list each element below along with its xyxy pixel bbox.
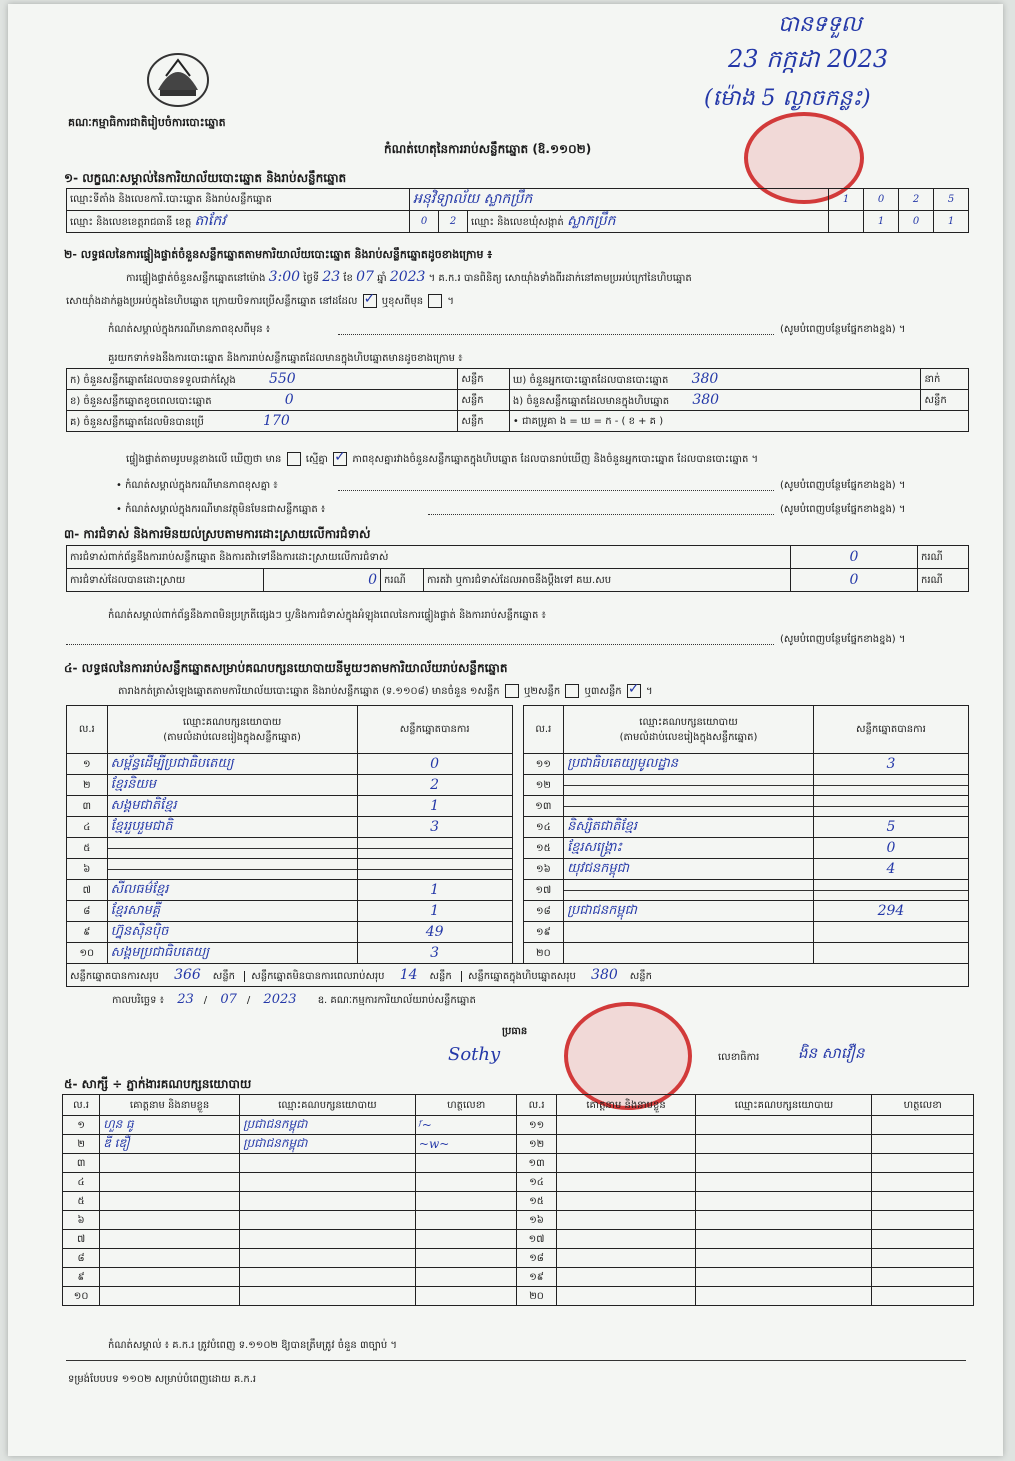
three-sheet-checkbox[interactable]: [627, 684, 641, 698]
row-number: ៧: [67, 880, 108, 901]
witness-party: ប្រជាជនកម្ពុជា: [239, 1116, 415, 1135]
commune-digit: 1: [934, 211, 969, 233]
witness-signature: [415, 1268, 517, 1287]
witness-number: ១៥: [517, 1192, 556, 1211]
witness-number: ២០: [517, 1287, 556, 1306]
diff-yes-checkbox[interactable]: [287, 452, 301, 466]
gap-cell: [512, 775, 523, 796]
received-count: 550: [268, 370, 296, 387]
location-label: ឈ្មោះទីតាំង និងលេខការិ.បោះឆ្នោត និងរាប់សន្លឹកឆ្នោត: [67, 189, 410, 211]
witness-party: [696, 1135, 872, 1154]
witness-row: [63, 1249, 974, 1268]
witness-name: [556, 1230, 696, 1249]
witness-name: ឌី ឌឿ: [100, 1135, 240, 1154]
witness-party: [696, 1173, 872, 1192]
row-number: ២: [67, 775, 108, 796]
witness-name: [100, 1230, 240, 1249]
witness-name: [556, 1116, 696, 1135]
gap-cell: [512, 880, 523, 901]
appeals-count: 0: [791, 569, 918, 592]
secretary-label: លេខាធិការ: [718, 1052, 760, 1063]
commune-digit: 0: [899, 211, 934, 233]
witness-name: [556, 1211, 696, 1230]
gap-cell: [512, 859, 523, 880]
witness-number: ១១: [517, 1116, 556, 1135]
table-row: [67, 754, 969, 775]
party-votes: [813, 922, 968, 943]
party-votes: [357, 838, 512, 859]
witness-signature: [872, 1287, 974, 1306]
province-row: [67, 211, 410, 233]
party-votes: 1: [357, 901, 512, 922]
row-number: ១៨: [523, 901, 564, 922]
witness-number: ១៦: [517, 1211, 556, 1230]
party-votes: 3: [813, 754, 968, 775]
party-votes: 1: [357, 880, 512, 901]
gap-cell: [512, 901, 523, 922]
witness-party: [239, 1249, 415, 1268]
changed-checkbox[interactable]: [428, 294, 442, 308]
office-digit: 1: [829, 189, 864, 211]
witness-table: ល.រ គោត្តនាម និងនាមខ្លួន ឈ្មោះគណបក្សនយោបាយ ហត្ថលេខា ល.រ គោត្តនាម និងនាមខ្លួន ឈ្មោះគណបក្សនយោបាយ ហត្ថលេខា ១ ហួន ធូ ប្រជាជនកម្ពុជា ᶠ~ ១១ ២ ឌី ឌឿ ប្រជាជនកម្ពុជា ~w~ ១២ ៣ ១៣ ៤ ១៤ ៥ ១៥ ៦ ១៦ ៧ ១៧ ៨ ១៨ ៩ ១៩ ១០ ២០: [62, 1094, 974, 1306]
party-name: ប្រជាជនកម្ពុជា: [564, 901, 814, 922]
note-diff: • កំណត់សម្គាល់ក្នុងករណីមានភាពខុសគ្នា ៖: [116, 480, 278, 491]
location-value: អនុវិទ្យាល័យ ស្លាកប្រឹក: [410, 189, 829, 211]
verify-line1: ការផ្ទៀងផ្ទាត់ចំនួនសន្លឹកឆ្នោតនៅម៉ោង 3:00 ថ្ងៃទី 23 ខែ 07 ឆ្នាំ 2023 ។ គ.ក.រ បានពិនិត្យ សោយ៉ាំងទាំងពីរដាក់នៅតាមប្រអប់ក្រៅនៃហិបឆ្នោត: [126, 269, 692, 285]
party-name: យុវជនកម្ពុជា: [564, 859, 814, 880]
witness-name: [556, 1268, 696, 1287]
party-votes: 0: [813, 838, 968, 859]
table-row: [67, 943, 969, 964]
row-number: ៣: [67, 796, 108, 817]
form-page: [8, 4, 1003, 1456]
table-row: [67, 880, 969, 901]
form-title: កំណត់ហេតុនៃការរាប់សន្លឹកឆ្នោត (ឱ.១១០២): [384, 142, 592, 156]
witness-name: [556, 1154, 696, 1173]
witness-party: [696, 1230, 872, 1249]
committee-name: គណៈកម្មាធិការជាតិរៀបចំការបោះឆ្នោត: [68, 116, 226, 129]
witness-row: [63, 1173, 974, 1192]
witness-number: ៨: [63, 1249, 100, 1268]
row-number: ៦: [67, 859, 108, 880]
office-digit: 2: [899, 189, 934, 211]
row-number: ៩: [67, 922, 108, 943]
witness-party: [239, 1192, 415, 1211]
witness-signature: [872, 1230, 974, 1249]
party-votes: [813, 880, 968, 901]
row-number: ១៧: [523, 880, 564, 901]
count-row: ក) ចំនួនសន្លឹកឆ្នោតដែលបានទទួលជាក់ស្តែង 550 សន្លឹក ឃ) ចំនួនអ្នកបោះឆ្នោតដែលបានបោះឆ្នោត 380 នាក់: [67, 369, 969, 390]
witness-number: ១៧: [517, 1230, 556, 1249]
witness-row: [63, 1287, 974, 1306]
witness-signature: [415, 1249, 517, 1268]
witness-signature: [415, 1154, 517, 1173]
witness-signature: [872, 1135, 974, 1154]
gap-cell: [512, 838, 523, 859]
office-digit: 5: [934, 189, 969, 211]
received-date: 23 កក្កដា 2023: [728, 45, 889, 73]
unused-count: 170: [263, 412, 290, 429]
witness-party: [239, 1211, 415, 1230]
witness-party: [239, 1287, 415, 1306]
totals-row: សន្លឹកឆ្នោតបានការសរុប 366 សន្លឹក សន្លឹកឆ្នោតមិនបានការពេលរាប់សរុប 14 សន្លឹក សន្លឹកឆ្នោតក្នុងហិបឆ្នោតសរុប 380 សន្លឹក: [67, 964, 969, 987]
gap-cell: [512, 943, 523, 964]
received-note: បានទទួល: [778, 12, 862, 37]
witness-number: ៥: [63, 1192, 100, 1211]
party-votes: 49: [357, 922, 512, 943]
count-row: គ) ចំនួនសន្លឹកឆ្នោតដែលមិនបានប្រើ 170 សន្លឹក • ជាគម្រូគា ង = ឃ = ក - ( ខ + គ ): [67, 411, 969, 432]
party-votes: 4: [813, 859, 968, 880]
party-name: សម្ព័ន្ធដើម្បីប្រជាធិបតេយ្យ: [107, 754, 357, 775]
witness-number: ១៩: [517, 1268, 556, 1287]
received-time: (ម៉ោង 5 ល្ងាចកន្លះ): [704, 86, 871, 111]
party-name: [107, 859, 357, 880]
witness-name: [100, 1154, 240, 1173]
witness-number: ៤: [63, 1173, 100, 1192]
date-line: កាលបរិច្ឆេទ ៖ 23 / 07 / 2023 ឧ. គណៈកម្មការការិយាល័យរាប់សន្លឹកឆ្នោត: [112, 992, 476, 1007]
witness-number: ១០: [63, 1287, 100, 1306]
witness-number: ១២: [517, 1135, 556, 1154]
section3-heading: ៣- ការជំទាស់ និងការមិនយល់ស្របតាមការដោះស្រាយលើការជំទាស់: [64, 527, 371, 541]
witness-row: [63, 1268, 974, 1287]
party-name: សង្គមប្រជាធិបតេយ្យ: [107, 943, 357, 964]
note-object: • កំណត់សម្គាល់ក្នុងករណីមានវត្ថុមិនមែនជាសន្លឹកឆ្នោត ៖: [116, 504, 326, 515]
row-number: ៤: [67, 817, 108, 838]
party-votes: 1: [357, 796, 512, 817]
row-number: ១: [67, 754, 108, 775]
witness-number: ១៤: [517, 1173, 556, 1192]
witness-signature: [415, 1192, 517, 1211]
party-name: ខ្មែរនិយម: [107, 775, 357, 796]
commune-digit: 1: [864, 211, 899, 233]
party-votes: 2: [357, 775, 512, 796]
one-sheet-checkbox[interactable]: [505, 684, 519, 698]
objections-count: 0: [791, 546, 918, 569]
chair-signature: Sothy: [448, 1044, 501, 1065]
witness-row: [63, 1192, 974, 1211]
row-number: ១១: [523, 754, 564, 775]
party-name: [564, 922, 814, 943]
gap-cell: [512, 796, 523, 817]
party-name: ប្រជាធិបតេយ្យមូលដ្ឋាន: [564, 754, 814, 775]
party-votes: [813, 796, 968, 817]
party-votes: [813, 943, 968, 964]
blank-cell: [829, 211, 864, 233]
witness-signature: ~w~: [415, 1135, 517, 1154]
sheets-line: តារាងកត់ត្រាសំឡេងឆ្នោតតាមការិយាល័យបោះឆ្នោត និងរាប់សន្លឹកឆ្នោត (ទ.១១០៨) មានចំនួន ១សន្លឹក ឬ២សន្លឹក ឬ៣សន្លឹក ✓ ។: [118, 684, 653, 699]
table-row: [67, 922, 969, 943]
party-name: និស្សិតជាតិខ្មែរ: [564, 817, 814, 838]
note-object-hint: (សូមបំពេញបន្ថែមផ្នែកខាងខ្នង) ។: [780, 504, 906, 515]
total-invalid: 14: [399, 966, 418, 983]
table-row: [67, 901, 969, 922]
party-votes: 0: [357, 754, 512, 775]
witness-name: [100, 1268, 240, 1287]
witness-name: [100, 1211, 240, 1230]
witness-name: [556, 1192, 696, 1211]
diff-checkbox[interactable]: [333, 452, 347, 466]
note-hint: (សូមបំពេញបន្ថែមផ្នែកខាងខ្នង) ។: [780, 324, 906, 335]
table-row: [67, 796, 969, 817]
party-votes: [357, 859, 512, 880]
objections-table: ការជំទាស់ពាក់ព័ន្ធនឹងការរាប់សន្លឹកឆ្នោត និងការតវ៉ាទៅនឹងការដោះស្រាយលើការជំទាស់ 0 ករណី ការជំទាស់ដែលបានដោះស្រាយ 0 ករណី ការតវ៉ា ឬការជំទាស់ដែលអាចនឹងប្តឹងទៅ គឃ.សប 0 ករណី: [66, 545, 969, 592]
gap-cell: [512, 817, 523, 838]
total-valid: 366: [174, 966, 201, 983]
two-sheet-checkbox[interactable]: [565, 684, 579, 698]
witness-signature: [872, 1116, 974, 1135]
section5-heading: ៥- សាក្សី ÷ ភ្នាក់ងារគណបក្សនយោបាយ: [64, 1077, 252, 1091]
witness-row: [63, 1116, 974, 1135]
section1-heading: ១- លក្ខណៈសម្គាល់នៃការិយាល័យបោះឆ្នោត និងរាប់សន្លឹកឆ្នោត: [64, 171, 347, 185]
witness-row: [63, 1211, 974, 1230]
row-number: ២០: [523, 943, 564, 964]
province-label: ឈ្មោះ និងលេខខេត្តរាជធានី ខេត្ត: [70, 217, 192, 228]
witness-signature: [415, 1173, 517, 1192]
party-votes: 3: [357, 943, 512, 964]
verify-line2: សោយ៉ាំងដាក់ឆ្លងប្រអប់ក្នុងនៃហិបឆ្នោត ក្រោយបិទការប្រើសន្លឹកឆ្នោត នៅដដែល ✓ ឬខុសពីមុន ។: [66, 294, 454, 309]
commune-label: ឈ្មោះ និងលេខឃុំសង្កាត់: [471, 217, 564, 228]
witness-signature: [415, 1287, 517, 1306]
table-row: [67, 817, 969, 838]
row-number: ៨: [67, 901, 108, 922]
note-diff-hint: (សូមបំពេញបន្ថែមផ្នែកខាងខ្នង) ។: [780, 480, 906, 491]
witness-party: [696, 1268, 872, 1287]
gap-cell: [512, 754, 523, 775]
witness-number: ៣: [63, 1154, 100, 1173]
witness-number: ១៣: [517, 1154, 556, 1173]
witness-name: ហួន ធូ: [100, 1116, 240, 1135]
witness-name: [556, 1287, 696, 1306]
witness-party: [239, 1230, 415, 1249]
voters-count: 380: [691, 370, 719, 387]
witness-number: ៧: [63, 1230, 100, 1249]
row-number: ១២: [523, 775, 564, 796]
note-label: កំណត់សម្គាល់ក្នុងករណីមានភាពខុសពីមុន ៖: [108, 324, 271, 335]
form-footer: ទម្រង់បែបបទ ១១០២ សម្រាប់បំពេញដោយ គ.ក.រ: [68, 1374, 257, 1385]
witness-name: [556, 1249, 696, 1268]
box-count: 380: [692, 391, 720, 408]
office-digit: 0: [864, 189, 899, 211]
party-votes: 5: [813, 817, 968, 838]
witness-signature: [872, 1249, 974, 1268]
witness-party: [696, 1116, 872, 1135]
ballot-counts-table: [66, 368, 969, 432]
irregularity-note: កំណត់សម្គាល់ពាក់ព័ន្ធនឹងភាពមិនប្រក្រតីផ្សេងៗ ឬ/និងការជំទាស់ក្នុងអំឡុងពេលនៃការផ្ទៀងផ្ទាត់ និងការរាប់សន្លឹកឆ្នោត ៖: [108, 610, 546, 621]
witness-party: [696, 1211, 872, 1230]
witness-name: [556, 1173, 696, 1192]
party-name: [564, 943, 814, 964]
party-name: សីលធម៌ខ្មែរ: [107, 880, 357, 901]
row-number: ៥: [67, 838, 108, 859]
commune-value: ស្លាកប្រឹក: [566, 213, 616, 229]
table-row: [67, 775, 969, 796]
count-row: ខ) ចំនួនសន្លឹកឆ្នោតខូចពេលបោះឆ្នោត 0 សន្លឹក ង) ចំនួនសន្លឹកឆ្នោតដែលមានក្នុងហិបឆ្នោត 380 សន្លឹក: [67, 390, 969, 411]
party-name: [564, 796, 814, 817]
commune-row: [468, 211, 829, 233]
table-row: [67, 859, 969, 880]
row-number: ១៩: [523, 922, 564, 943]
witness-party: [239, 1268, 415, 1287]
witness-signature: [415, 1230, 517, 1249]
compare-line: ផ្ទៀងផ្ទាត់តាមរូបមន្តខាងលើ ឃើញថា មាន ស្មើគ្នា ✓ ភាពខុសគ្នារវាងចំនួនសន្លឹកឆ្នោតក្នុងហិបឆ្នោត ដែលបានរាប់ឃើញ និងចំនួនអ្នកបោះឆ្នោត ដែលបានបោះឆ្នោត ។: [126, 452, 758, 467]
province-digit: 2: [439, 211, 468, 233]
party-name: [564, 880, 814, 901]
witness-number: ៩: [63, 1268, 100, 1287]
party-name: ខ្មែររួបរួមជាតិ: [107, 817, 357, 838]
row-number: ១៤: [523, 817, 564, 838]
same-checkbox[interactable]: [363, 294, 377, 308]
party-votes: 294: [813, 901, 968, 922]
party-votes: 3: [357, 817, 512, 838]
row-number: ១៣: [523, 796, 564, 817]
witness-signature: [872, 1192, 974, 1211]
witness-number: ១៨: [517, 1249, 556, 1268]
witness-name: [100, 1249, 240, 1268]
row-number: ១៥: [523, 838, 564, 859]
party-name: សង្គមជាតិខ្មែរ: [107, 796, 357, 817]
spoiled-count: 0: [284, 391, 294, 408]
witness-party: [696, 1192, 872, 1211]
witness-name: [100, 1287, 240, 1306]
witness-party: ប្រជាជនកម្ពុជា: [239, 1135, 415, 1154]
province-digit: 0: [410, 211, 439, 233]
total-box: 380: [591, 966, 618, 983]
witness-party: [696, 1287, 872, 1306]
party-name: ខ្មែរសង្គ្រោះ: [564, 838, 814, 859]
witness-number: ៦: [63, 1211, 100, 1230]
witness-signature: [872, 1173, 974, 1192]
nec-logo: [136, 46, 220, 112]
results-table: ល.រ ឈ្មោះគណបក្សនយោបាយ (តាមលំដាប់លេខរៀងក្នុងសន្លឹកឆ្នោត) សន្លឹកឆ្នោតបានការ ល.រ ឈ្មោះគណបក្សនយោបាយ (តាមលំដាប់លេខរៀងក្នុងសន្លឹកឆ្នោត) សន្លឹកឆ្នោតបានការ ១ សម្ព័ន្ធដើម្បីប្រជាធិបតេយ្យ 0 ១១ ប្រជាធិបតេយ្យមូលដ្ឋាន 3 ២ ខ្មែរនិយម 2 ១២ ៣ សង្គមជាតិខ្មែរ 1 ១៣ ៤ ខ្មែររួបរួមជាតិ 3 ១៤ និស្សិតជាតិខ្មែរ 5 ៥ ១៥ ខ្មែរសង្គ្រោះ 0 ៦ ១៦ យុវជនកម្ពុជា 4 ៧ សីលធម៌ខ្មែរ 1 ១៧ ៨ ខ្មែរសាមគ្គី 1 ១៨ ប្រជាជនកម្ពុជា 294 ៩ ហ្វ៊ុនស៊ិនប៉ិច 49 ១៩ ១០ សង្គមប្រជាធិបតេយ្យ 3 ២០ សន្លឹកឆ្នោតបានការសរុប 366 សន្លឹក សន្លឹកឆ្នោតមិនបានការពេលរាប់សរុប 14 សន្លឹក សន្លឹកឆ្នោតក្នុងហិបឆ្នោតសរុប 380 សន្លឹក: [66, 705, 969, 987]
witness-name: [556, 1135, 696, 1154]
witness-signature: [872, 1154, 974, 1173]
witness-party: [696, 1249, 872, 1268]
witness-signature: [415, 1211, 517, 1230]
party-name: ខ្មែរសាមគ្គី: [107, 901, 357, 922]
secretary-name: ងិន សាវឿន: [798, 1044, 865, 1062]
section2-heading: ២- លទ្ធផលនៃការផ្ទៀងផ្ទាត់ចំនួនសន្លឹកឆ្នោតតាមការិយាល័យបោះឆ្នោត និងរាប់សន្លឹកឆ្នោតដូចខាងក្រោម ៖: [64, 248, 493, 261]
witness-row: [63, 1135, 974, 1154]
witness-name: [100, 1192, 240, 1211]
resolved-count: 0: [264, 569, 381, 592]
witness-row: [63, 1230, 974, 1249]
gap-cell: [512, 922, 523, 943]
witness-party: [696, 1154, 872, 1173]
chair-label: ប្រធាន: [502, 1026, 528, 1037]
witness-signature: ᶠ~: [415, 1116, 517, 1135]
witness-number: ២: [63, 1135, 100, 1154]
results-intro: គួរយកទាក់ទងនឹងការបោះឆ្នោត និងការរាប់សន្លឹកឆ្នោតដែលមានក្នុងហិបឆ្នោតមានដូចខាងក្រោម ៖: [108, 353, 463, 364]
section1-table: [66, 188, 969, 233]
irregularity-hint: (សូមបំពេញបន្ថែមផ្នែកខាងខ្នង) ។: [780, 634, 906, 645]
party-name: [107, 838, 357, 859]
row-number: ១៦: [523, 859, 564, 880]
row-number: ១០: [67, 943, 108, 964]
witness-name: [100, 1173, 240, 1192]
witness-party: [239, 1154, 415, 1173]
section4-heading: ៤- លទ្ធផលនៃការរាប់សន្លឹកឆ្នោតសម្រាប់គណបក្សនយោបាយនីមួយៗតាមការិយាល័យរាប់សន្លឹកឆ្នោត: [64, 661, 508, 675]
witness-number: ១: [63, 1116, 100, 1135]
party-votes: [813, 775, 968, 796]
footnote: កំណត់សម្គាល់ ៖ គ.ក.រ ត្រូវបំពេញ ទ.១១០២ ឱ្យបានត្រឹមត្រូវ ចំនួន ៣ច្បាប់ ។: [108, 1340, 397, 1351]
province-value: តាកែវ: [194, 213, 226, 229]
table-row: [67, 838, 969, 859]
witness-signature: [872, 1268, 974, 1287]
witness-row: [63, 1154, 974, 1173]
party-name: [564, 775, 814, 796]
party-name: ហ្វ៊ុនស៊ិនប៉ិច: [107, 922, 357, 943]
witness-party: [239, 1173, 415, 1192]
witness-signature: [872, 1211, 974, 1230]
